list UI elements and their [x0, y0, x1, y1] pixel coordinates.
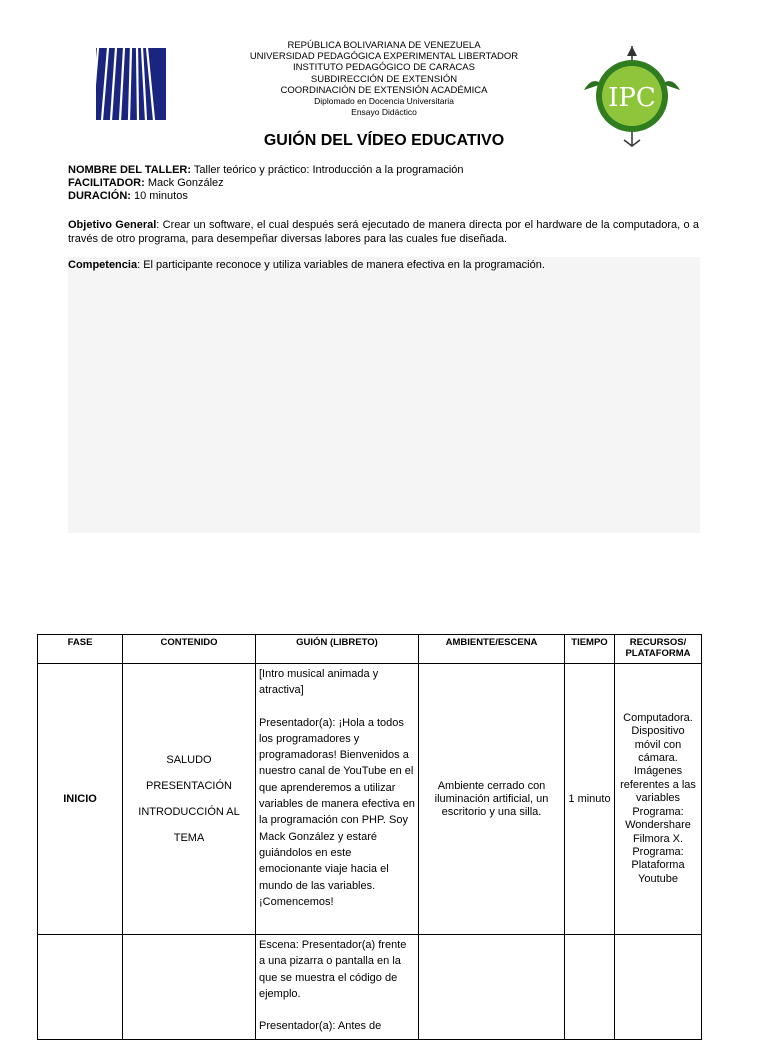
column-header-content: CONTENIDO	[123, 635, 256, 664]
resources-cell: Computadora. Dispositivo móvil con cámara. Imágenes referentes a las variables Programa: Wondershare Filmora X. Programa: Plataforma Youtube	[615, 664, 702, 935]
workshop-line	[68, 164, 464, 177]
header-subline: Diplomado en Docencia Universitaria	[314, 96, 454, 107]
column-header-scene: AMBIENTE/ESCENA	[419, 635, 565, 664]
duration-line	[68, 190, 464, 203]
table-header-row	[38, 635, 702, 664]
scene-cell: Ambiente cerrado con iluminación artificial, un escritorio y una silla.	[419, 664, 565, 935]
objective-text: : Crear un software, el cual después será ejecutado de manera directa por el hardware de la computadora, o a través de otro programa, para desempeñar diversas labores para las cuales fue diseñada.	[68, 219, 699, 245]
content-cell	[123, 664, 256, 935]
facilitator-label: FACILITADOR:	[68, 177, 145, 189]
header-line: UNIVERSIDAD PEDAGÓGICA EXPERIMENTAL LIBERTADOR	[249, 51, 519, 63]
workshop-label: NOMBRE DEL TALLER:	[68, 164, 192, 176]
header-line: INSTITUTO PEDAGÓGICO DE CARACAS	[293, 62, 475, 74]
competence	[68, 259, 545, 272]
content-item: SALUDO	[166, 754, 212, 766]
upel-logo	[84, 48, 166, 120]
competence-area	[68, 257, 700, 533]
header-line: COORDINACIÓN DE EXTENSIÓN ACADÉMICA	[280, 84, 488, 96]
objective-label: Objetivo General	[68, 219, 157, 231]
competence-text: : El participante reconoce y utiliza variables de manera efectiva en la programación.	[137, 259, 545, 271]
duration-value: 10 minutos	[130, 190, 188, 202]
content-item: INTRODUCCIÓN AL	[138, 806, 240, 818]
header-subline: Ensayo Didáctico	[351, 107, 417, 118]
institution-header	[200, 40, 568, 118]
script-paragraph: Presentador(a): ¡Hola a todos los programadores y programadoras! Bienvenidos a nuestro canal de YouTube en el que aprenderemos a utilizar variables de manera efectiva en la programación con PHP. Soy Mack González y estaré guiándolos en este emocionante viaje hacia el mundo de las variables. ¡Comencemos!	[259, 716, 415, 908]
column-header-script: GUIÓN (LIBRETO)	[256, 635, 419, 664]
header-line: SUBDIRECCIÓN DE EXTENSIÓN	[310, 73, 458, 85]
table-row	[38, 664, 702, 935]
script-paragraph: Presentador(a): Antes de	[259, 1020, 382, 1033]
competence-label: Competencia	[68, 259, 138, 271]
content-item: TEMA	[173, 832, 205, 844]
workshop-value: Taller teórico y práctico: Introducción a la programación	[191, 164, 464, 176]
facilitator-value: Mack González	[144, 177, 224, 189]
script-table	[37, 634, 702, 1040]
column-header-resources: RECURSOS/ PLATAFORMA	[615, 635, 702, 664]
content-item: PRESENTACIÓN	[146, 780, 232, 792]
script-paragraph: [Intro musical animada y atractiva]	[259, 668, 379, 697]
duration-label: DURACIÓN:	[68, 190, 131, 202]
column-header-phase: FASE	[38, 635, 123, 664]
script-cell	[256, 664, 419, 935]
ipc-logo-text: IPC	[608, 83, 656, 113]
document-title: GUIÓN DEL VÍDEO EDUCATIVO	[263, 132, 505, 149]
header-line: REPÚBLICA BOLIVARIANA DE VENEZUELA	[287, 40, 481, 51]
general-objective	[68, 218, 699, 246]
script-paragraph: Escena: Presentador(a) frente a una pizarra o pantalla en la que se muestra el código de ejemplo.	[259, 939, 407, 1000]
facilitator-line	[68, 177, 464, 190]
column-header-time: TIEMPO	[565, 635, 615, 664]
workshop-meta	[68, 164, 464, 203]
time-cell: 1 minuto	[565, 664, 615, 935]
phase-cell: INICIO	[38, 664, 123, 935]
